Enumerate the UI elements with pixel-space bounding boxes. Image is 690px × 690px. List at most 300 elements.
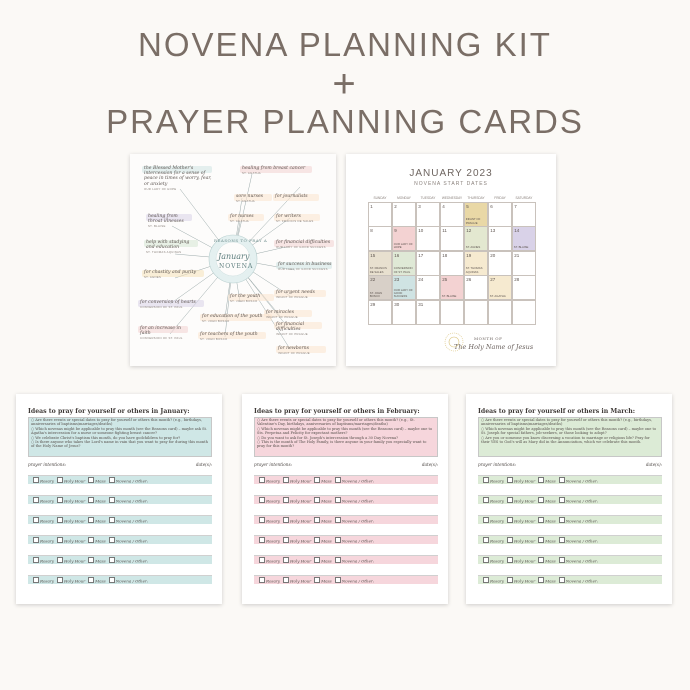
checkbox[interactable]: [33, 557, 39, 563]
checkbox-label: Novena / Other:: [341, 478, 375, 484]
calendar-day-number: 7: [514, 203, 517, 209]
calendar-day-cell: [392, 275, 417, 300]
reason-text: sore nurses: [236, 194, 264, 199]
checkbox-label: Holy Hour: [290, 498, 312, 504]
calendar-day-cell: [392, 251, 417, 276]
checkbox[interactable]: [109, 477, 115, 483]
prayer-options: [480, 477, 598, 484]
checkbox[interactable]: [483, 497, 489, 503]
checkbox[interactable]: [507, 477, 513, 483]
checkbox[interactable]: [538, 577, 544, 583]
reason-item: [144, 270, 204, 279]
reason-text: healing from breast cancer: [242, 166, 306, 171]
intention-row: [254, 530, 438, 545]
checkbox-label: Holy Hour: [64, 518, 86, 524]
checkbox[interactable]: [335, 497, 341, 503]
calendar-day-cell: [464, 226, 489, 251]
checkbox-label: Mass: [545, 578, 556, 584]
calendar-day-cell: [368, 275, 393, 300]
prayer-options: [480, 517, 598, 524]
calendar-day-header: SATURDAY: [515, 196, 533, 200]
calendar-day-number: 6: [490, 203, 493, 209]
intention-row: [254, 510, 438, 525]
prayer-options: [256, 477, 374, 484]
reason-text: for the youth: [230, 294, 261, 299]
calendar-day-cell: [368, 226, 393, 251]
checkbox-label: Holy Hour: [290, 538, 312, 544]
reason-item: [146, 240, 198, 254]
reason-saint: ST. AGATHA: [236, 199, 255, 204]
intention-row: [28, 550, 212, 565]
checkbox[interactable]: [507, 577, 513, 583]
calendar-day-cell: [512, 226, 537, 251]
checkbox-label: Holy Hour: [290, 478, 312, 484]
checkbox[interactable]: [538, 537, 544, 543]
reason-saint: ST. AGATHA: [230, 219, 249, 224]
calendar-day-cell: [440, 300, 465, 325]
checkbox[interactable]: [33, 537, 39, 543]
calendar-day-cell: [368, 202, 393, 227]
worksheet-questions: [28, 417, 212, 457]
calendar-day-cell: [488, 226, 513, 251]
checkbox[interactable]: [507, 497, 513, 503]
checkbox-label: Mass: [321, 578, 332, 584]
calendar-day-number: 11: [442, 228, 447, 234]
checkbox[interactable]: [507, 557, 513, 563]
reason-text: for nurses: [230, 214, 254, 219]
calendar-day-cell: [416, 226, 441, 251]
dates-label: date(s):: [645, 462, 662, 467]
reason-saint: CONVERSION OF ST. PAUL: [140, 336, 183, 341]
reason-text: for newborns: [278, 346, 309, 351]
checkbox[interactable]: [283, 517, 289, 523]
intention-row: [478, 530, 662, 545]
calendar-day-number: 26: [466, 277, 472, 283]
checkbox[interactable]: [507, 537, 513, 543]
prayer-options: [480, 577, 598, 584]
reason-item: [266, 310, 312, 319]
worksheet-question: ○ Is there anyone who takes the Lord's name in vain that you want to pray for during this month of the Holy Name of Jesus?: [31, 440, 208, 449]
checkbox[interactable]: [314, 577, 320, 583]
checkbox[interactable]: [33, 497, 39, 503]
calendar-day-number: 1: [370, 203, 373, 209]
intention-row: [478, 510, 662, 525]
prayer-options: [30, 557, 148, 564]
checkbox-label: Holy Hour: [290, 558, 312, 564]
calendar-day-header: SUNDAY: [373, 196, 387, 200]
calendar-day-cell: [512, 275, 537, 300]
reason-item: [236, 194, 272, 203]
checkbox[interactable]: [109, 577, 115, 583]
checkbox-label: Novena / Other:: [341, 558, 375, 564]
checkbox-label: Mass: [321, 478, 332, 484]
checkbox-label: Novena / Other:: [115, 578, 149, 584]
checkbox-label: Mass: [95, 538, 106, 544]
checkbox[interactable]: [57, 477, 63, 483]
reason-text: for success in business: [278, 262, 332, 267]
checkbox[interactable]: [335, 477, 341, 483]
checkbox[interactable]: [538, 517, 544, 523]
reason-item: [144, 166, 212, 191]
calendar-event-label: OUR LADY OF HOPE: [393, 241, 413, 250]
prayer-options: [30, 577, 148, 584]
checkbox-label: Rosary: [490, 498, 505, 504]
calendar-day-number: 13: [490, 228, 496, 234]
checkbox-label: Holy Hour: [514, 498, 536, 504]
checkbox-label: Mass: [545, 518, 556, 524]
calendar-event-label: ST. AGNES: [465, 245, 481, 250]
calendar-day-cell: [392, 226, 417, 251]
checkbox-label: Mass: [545, 538, 556, 544]
checkbox-label: Mass: [95, 498, 106, 504]
calendar-event-label: ST. JOHN BOSCO: [369, 290, 383, 299]
checkbox[interactable]: [259, 557, 265, 563]
reason-item: [276, 214, 320, 223]
reason-text: for teachers of the youth: [200, 332, 258, 337]
checkbox-label: Rosary: [40, 578, 55, 584]
calendar-day-number: 14: [514, 228, 520, 234]
checkbox[interactable]: [314, 537, 320, 543]
worksheet-march: [466, 394, 672, 604]
worksheet-question: ○ Are there events or special dates to pray for yourself or others this month? (e.g., birthdays, anniversaries of baptisms/marriages/deaths): [31, 418, 203, 427]
calendar-day-cell: [416, 275, 441, 300]
intention-row: [478, 570, 662, 585]
worksheet-question: ○ This is the month of The Holy Family, is there anyone in your family you especially want to pray for this month?: [257, 440, 427, 449]
intention-row: [478, 490, 662, 505]
checkbox[interactable]: [57, 557, 63, 563]
checkbox-label: Rosary: [266, 578, 281, 584]
checkbox[interactable]: [109, 557, 115, 563]
prayer-options: [480, 497, 598, 504]
calendar-day-cell: [464, 251, 489, 276]
calendar-day-number: 15: [370, 252, 376, 258]
worksheet-february: [242, 394, 448, 604]
worksheet-question: ○ Are there events or special dates to pray for yourself or others this month? (e.g., St. Valentine's Day, birthdays, anniversaries of baptisms/marriages/deaths): [257, 418, 415, 427]
calendar-day-cell: [440, 275, 465, 300]
checkbox[interactable]: [538, 497, 544, 503]
checkbox-label: Holy Hour: [514, 578, 536, 584]
checkbox-label: Novena / Other:: [565, 558, 599, 564]
checkbox-label: Rosary: [490, 538, 505, 544]
calendar-day-cell: [464, 300, 489, 325]
calendar-day-cell: [368, 300, 393, 325]
intention-row: [28, 510, 212, 525]
calendar-day-cell: [440, 226, 465, 251]
checkbox-label: Holy Hour: [290, 578, 312, 584]
checkbox[interactable]: [559, 477, 565, 483]
reason-text: for financial difficulties: [276, 240, 331, 245]
worksheet-questions: [254, 417, 438, 457]
checkbox-label: Novena / Other:: [565, 578, 599, 584]
checkbox[interactable]: [559, 497, 565, 503]
reason-saint: ST. FRANCIS DE SALES: [276, 219, 314, 224]
checkbox[interactable]: [88, 577, 94, 583]
checkbox[interactable]: [259, 477, 265, 483]
checkbox[interactable]: [33, 477, 39, 483]
checkbox[interactable]: [335, 577, 341, 583]
checkbox-label: Mass: [545, 558, 556, 564]
checkbox[interactable]: [57, 497, 63, 503]
checkbox[interactable]: [259, 517, 265, 523]
calendar-day-cell: [416, 300, 441, 325]
title-plus: +: [332, 62, 358, 106]
checkbox-label: Mass: [95, 518, 106, 524]
checkbox-label: Mass: [321, 538, 332, 544]
calendar-day-number: 2: [394, 203, 397, 209]
checkbox[interactable]: [88, 477, 94, 483]
worksheet-question: ○ We celebrate Christ's baptism this month, do you have godchildren to pray for?: [31, 435, 181, 440]
calendar-day-number: 27: [490, 277, 496, 283]
checkbox[interactable]: [259, 497, 265, 503]
reasons-center-month: January: [218, 252, 250, 261]
reason-text: help with studying and education: [146, 240, 190, 251]
checkbox-label: Holy Hour: [64, 578, 86, 584]
calendar-day-number: 23: [394, 277, 400, 283]
calendar-week: [368, 300, 536, 325]
reason-text: for chastity and purity: [144, 270, 197, 275]
checkbox-label: Novena / Other:: [565, 538, 599, 544]
reason-text: for miracles: [266, 310, 294, 315]
reasons-center-bottom: NOVENA: [219, 263, 254, 270]
checkbox-label: Novena / Other:: [115, 518, 149, 524]
checkbox[interactable]: [314, 477, 320, 483]
reason-item: [230, 214, 264, 223]
checkbox-label: Rosary: [266, 558, 281, 564]
checkbox-label: Novena / Other:: [115, 538, 149, 544]
reason-saint: INFANT OF PRAGUE: [278, 351, 310, 356]
reason-item: [276, 240, 334, 249]
calendar-day-cell: [416, 202, 441, 227]
checkbox[interactable]: [283, 537, 289, 543]
reason-item: [148, 214, 192, 228]
checkbox[interactable]: [283, 477, 289, 483]
checkbox[interactable]: [559, 577, 565, 583]
checkbox-label: Holy Hour: [64, 558, 86, 564]
checkbox-label: Mass: [545, 478, 556, 484]
checkbox-label: Holy Hour: [64, 498, 86, 504]
prayer-options: [256, 577, 374, 584]
calendar-day-header: TUESDAY: [420, 196, 436, 200]
reason-saint: OUR LADY OF HOPE: [144, 186, 177, 191]
reason-item: [140, 300, 204, 309]
checkbox[interactable]: [559, 537, 565, 543]
checkbox[interactable]: [507, 517, 513, 523]
calendar-day-cell: [392, 202, 417, 227]
calendar-event-label: ST. FRANCIS DE SALES: [369, 266, 387, 274]
checkbox[interactable]: [88, 497, 94, 503]
checkbox[interactable]: [109, 537, 115, 543]
checkbox[interactable]: [88, 517, 94, 523]
calendar-day-cell: [416, 251, 441, 276]
calendar-day-cell: [464, 275, 489, 300]
reason-saint: INFANT OF PRAGUE: [276, 295, 308, 300]
checkbox[interactable]: [314, 497, 320, 503]
checkbox[interactable]: [538, 557, 544, 563]
calendar-day-cell: [440, 202, 465, 227]
calendar-event-label: ST. BLAISE: [441, 294, 457, 299]
worksheet-heading: Ideas to pray for yourself or others in January:: [28, 408, 190, 415]
reason-text: for writers: [276, 214, 301, 219]
checkbox[interactable]: [283, 557, 289, 563]
checkbox-label: Novena / Other:: [341, 538, 375, 544]
reason-text: for an increase in faith: [140, 326, 181, 337]
checkbox[interactable]: [109, 517, 115, 523]
reason-text: for urgent needs: [276, 290, 315, 295]
prayer-options: [30, 517, 148, 524]
calendar-day-number: 31: [418, 301, 424, 307]
reason-saint: ST. JOHN BOSCO: [230, 299, 258, 304]
checkbox-label: Novena / Other:: [115, 498, 149, 504]
prayer-intentions-label: prayer intentions:: [478, 462, 517, 467]
calendar-day-cell: [488, 251, 513, 276]
calendar-day-header: FRIDAY: [494, 196, 506, 200]
reason-item: [230, 294, 274, 303]
checkbox[interactable]: [283, 577, 289, 583]
reason-saint: OUR LADY OF GOOD SUCCESS: [276, 245, 326, 250]
checkbox-label: Mass: [321, 498, 332, 504]
intention-row: [28, 470, 212, 485]
calendar-day-header: MONDAY: [397, 196, 411, 200]
calendar-day-cell: [488, 300, 513, 325]
checkbox[interactable]: [259, 537, 265, 543]
calendar-event-label: INFANT OF PRAGUE: [465, 217, 481, 225]
worksheet-question: ○ Are you or someone you know discerning a vocation to marriage or religious life? Pray for their YES to God's will as Mary did in the Annunciation, which we celebrate this month.: [481, 435, 650, 445]
reason-item: [278, 262, 332, 271]
checkbox[interactable]: [538, 477, 544, 483]
checkbox[interactable]: [559, 557, 565, 563]
reason-saint: ST. BLAISE: [148, 224, 166, 229]
intention-row: [254, 570, 438, 585]
checkbox[interactable]: [335, 537, 341, 543]
intention-row: [254, 470, 438, 485]
worksheet-question: ○ Which novenas might be applicable to pray this month (see the Reasons card) – maybe one to St. Joseph for special fathers, job-seekers, or those looking to adopt?: [481, 426, 657, 436]
calendar-footer-small: MONTH OF: [474, 336, 503, 341]
title-line-1: NOVENA PLANNING KIT: [138, 26, 552, 63]
checkbox[interactable]: [483, 477, 489, 483]
calendar-day-cell: [512, 202, 537, 227]
checkbox-label: Novena / Other:: [115, 478, 149, 484]
checkbox-label: Novena / Other:: [115, 558, 149, 564]
checkbox-label: Holy Hour: [64, 478, 86, 484]
checkbox-label: Novena / Other:: [341, 518, 375, 524]
intention-row: [28, 530, 212, 545]
calendar-card: [346, 154, 556, 366]
calendar-day-cell: [368, 251, 393, 276]
calendar-day-number: 30: [394, 301, 400, 307]
checkbox-label: Rosary: [266, 538, 281, 544]
checkbox[interactable]: [109, 497, 115, 503]
prayer-options: [480, 557, 598, 564]
reason-saint: CONVERSION OF ST. PAUL: [140, 305, 183, 310]
checkbox[interactable]: [88, 537, 94, 543]
calendar-day-number: 5: [466, 203, 469, 209]
checkbox-label: Rosary: [490, 478, 505, 484]
calendar-day-number: 18: [442, 252, 448, 258]
dates-label: date(s):: [421, 462, 438, 467]
worksheet-question: ○ Which novenas might be applicable to pray this month (see the Reasons card) – maybe one to Sts. Perpetua and Felicity for expectant mothers?: [257, 426, 433, 436]
checkbox-label: Mass: [321, 518, 332, 524]
reason-text: for conversion of hearts: [140, 300, 196, 305]
calendar-footer-script: The Holy Name of Jesus: [454, 343, 534, 351]
checkbox[interactable]: [314, 517, 320, 523]
checkbox[interactable]: [335, 557, 341, 563]
calendar-day-header: WEDNESDAY: [441, 196, 463, 200]
worksheet-question: ○ Which novenas might be applicable to pray this month (see the Reasons card) – maybe ask St. Agatha's intercession for a nurse or someone fighting breast cancer?: [31, 426, 208, 436]
checkbox[interactable]: [33, 577, 39, 583]
intention-row: [254, 550, 438, 565]
checkbox-label: Novena / Other:: [341, 578, 375, 584]
checkbox[interactable]: [283, 497, 289, 503]
checkbox-label: Holy Hour: [290, 518, 312, 524]
prayer-options: [256, 537, 374, 544]
calendar-week: [368, 276, 536, 301]
calendar-day-number: 28: [514, 277, 520, 283]
reason-item: [140, 326, 188, 340]
checkbox-label: Rosary: [490, 578, 505, 584]
reason-text: healing from throat illnesses: [148, 214, 184, 225]
intention-row: [478, 470, 662, 485]
calendar-day-number: 19: [466, 252, 472, 258]
worksheet-january: [16, 394, 222, 604]
calendar-week: [368, 227, 536, 252]
reason-item: [202, 314, 272, 323]
reason-saint: ST. JOHN BOSCO: [202, 319, 230, 324]
calendar-day-number: 12: [466, 228, 472, 234]
checkbox[interactable]: [57, 537, 63, 543]
reason-saint: ST. JOHN BOSCO: [200, 337, 228, 342]
intention-row: [254, 490, 438, 505]
checkbox[interactable]: [335, 517, 341, 523]
calendar-day-number: 10: [418, 228, 424, 234]
calendar-event-label: CONVERSION OF ST. PAUL: [393, 266, 413, 274]
checkbox[interactable]: [559, 517, 565, 523]
checkbox[interactable]: [57, 577, 63, 583]
intention-row: [28, 490, 212, 505]
checkbox-label: Rosary: [40, 498, 55, 504]
reason-saint: ST. AGNES: [144, 275, 162, 280]
checkbox[interactable]: [259, 577, 265, 583]
calendar-day-number: 17: [418, 252, 424, 258]
calendar-day-number: 22: [370, 277, 376, 283]
calendar-day-cell: [512, 300, 537, 325]
calendar-day-number: 8: [370, 228, 373, 234]
checkbox-label: Rosary: [40, 478, 55, 484]
checkbox[interactable]: [483, 537, 489, 543]
intention-row: [28, 570, 212, 585]
calendar-week: [368, 251, 536, 276]
calendar-day-number: 16: [394, 252, 400, 258]
reason-text: for financial difficulties: [276, 322, 305, 333]
intention-row: [478, 550, 662, 565]
prayer-options: [30, 537, 148, 544]
checkbox[interactable]: [483, 577, 489, 583]
calendar-day-number: 4: [442, 203, 445, 209]
checkbox[interactable]: [483, 557, 489, 563]
checkbox-label: Novena / Other:: [565, 518, 599, 524]
prayer-intentions-label: prayer intentions:: [28, 462, 67, 467]
checkbox[interactable]: [88, 557, 94, 563]
checkbox-label: Holy Hour: [514, 518, 536, 524]
checkbox-label: Rosary: [490, 518, 505, 524]
reason-saint: OUR LADY OF GOOD SUCCESS: [278, 267, 328, 272]
checkbox[interactable]: [314, 557, 320, 563]
worksheet-heading: Ideas to pray for yourself or others in February:: [254, 408, 420, 415]
reason-item: [276, 290, 326, 299]
checkbox[interactable]: [483, 517, 489, 523]
checkbox[interactable]: [57, 517, 63, 523]
checkbox[interactable]: [33, 517, 39, 523]
prayer-options: [256, 517, 374, 524]
